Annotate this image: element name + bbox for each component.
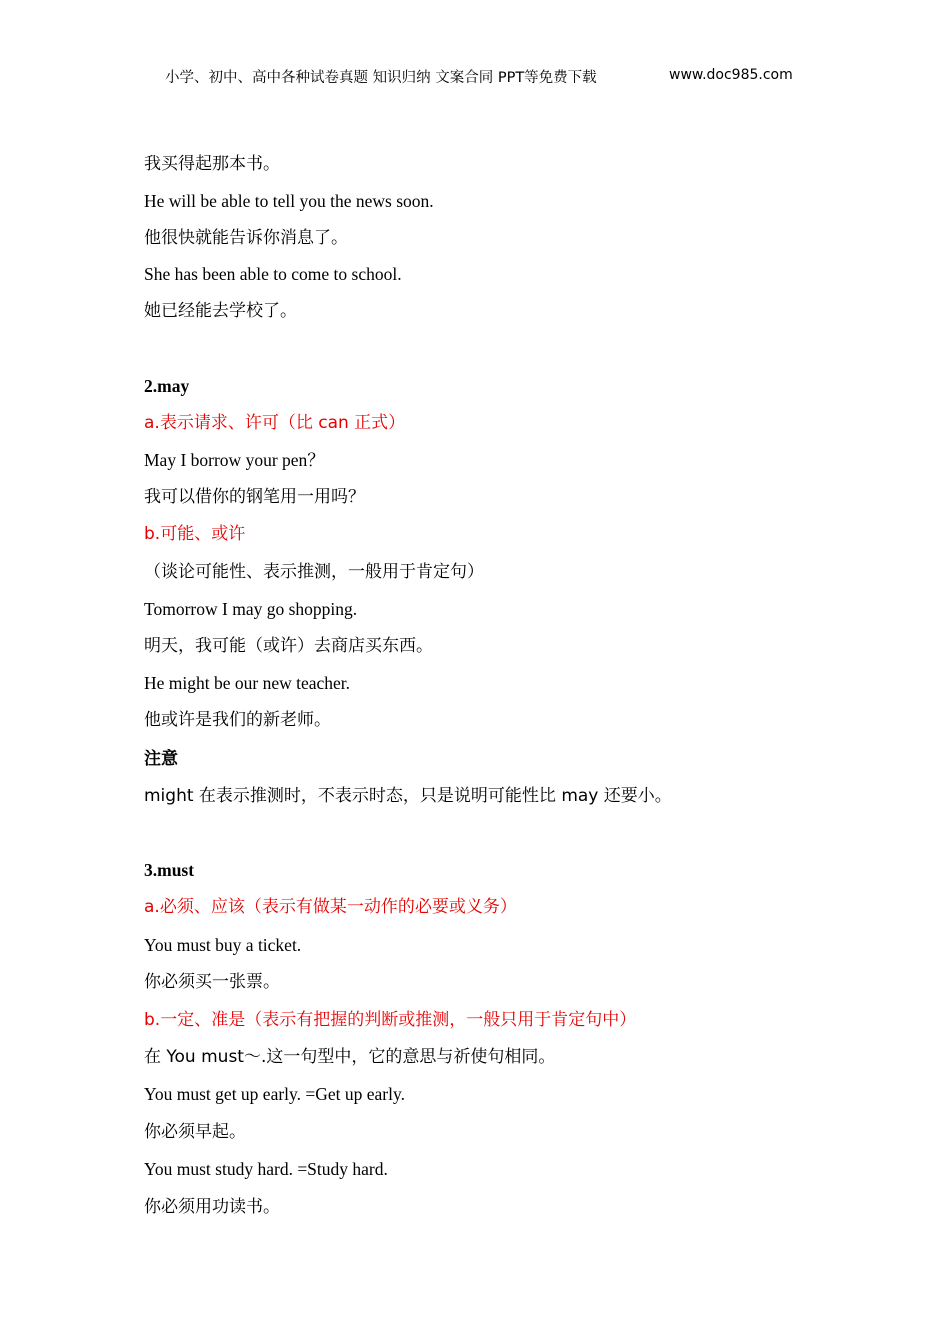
chinese-sentence: 我可以借你的钢笔用一用吗？ (144, 487, 365, 507)
english-sentence: She has been able to come to school. (144, 264, 402, 284)
note-heading: 注意 (144, 749, 178, 769)
english-sentence: He will be able to tell you the news soon. (144, 191, 434, 211)
english-sentence: You must buy a ticket. (144, 935, 302, 955)
chinese-sentence: （谈论可能性、表示推测，一般用于肯定句） (144, 562, 484, 582)
meaning-subheading: b.可能、或许 (144, 524, 246, 544)
section-heading: 3.must (144, 860, 195, 880)
section-heading: 2.may (144, 376, 190, 396)
meaning-subheading: a.必须、应该（表示有做某一动作的必要或义务） (144, 897, 517, 917)
meaning-subheading: a.表示请求、许可（比 can 正式） (144, 413, 406, 433)
english-sentence: May I borrow your pen？ (144, 450, 325, 470)
chinese-sentence: 你必须买一张票。 (144, 972, 280, 992)
chinese-sentence: 你必须早起。 (144, 1122, 246, 1142)
meaning-subheading: b.一定、准是（表示有把握的判断或推测，一般只用于肯定句中） (144, 1010, 637, 1030)
header-text: 小学、初中、高中各种试卷真题 知识归纳 文案合同 PPT等免费下载 (165, 70, 597, 86)
chinese-sentence: 她已经能去学校了。 (144, 301, 297, 321)
english-sentence: Tomorrow I may go shopping. (144, 599, 358, 619)
english-sentence: He might be our new teacher. (144, 673, 351, 693)
chinese-sentence: 你必须用功读书。 (144, 1197, 280, 1217)
header-site: www.doc985.com (669, 67, 793, 83)
chinese-sentence: 在 You must～.这一句型中，它的意思与祈使句相同。 (144, 1047, 556, 1067)
english-sentence: You must study hard. =Study hard. (144, 1159, 388, 1179)
english-sentence: You must get up early. =Get up early. (144, 1084, 405, 1104)
chinese-sentence: 我买得起那本书。 (144, 154, 280, 174)
chinese-sentence: 明天，我可能（或许）去商店买东西。 (144, 636, 433, 656)
chinese-sentence: 他很快就能告诉你消息了。 (144, 228, 348, 248)
page-header (0, 66, 950, 90)
chinese-sentence: 他或许是我们的新老师。 (144, 710, 331, 730)
chinese-sentence: might 在表示推测时，不表示时态，只是说明可能性比 may 还要小。 (144, 786, 672, 806)
